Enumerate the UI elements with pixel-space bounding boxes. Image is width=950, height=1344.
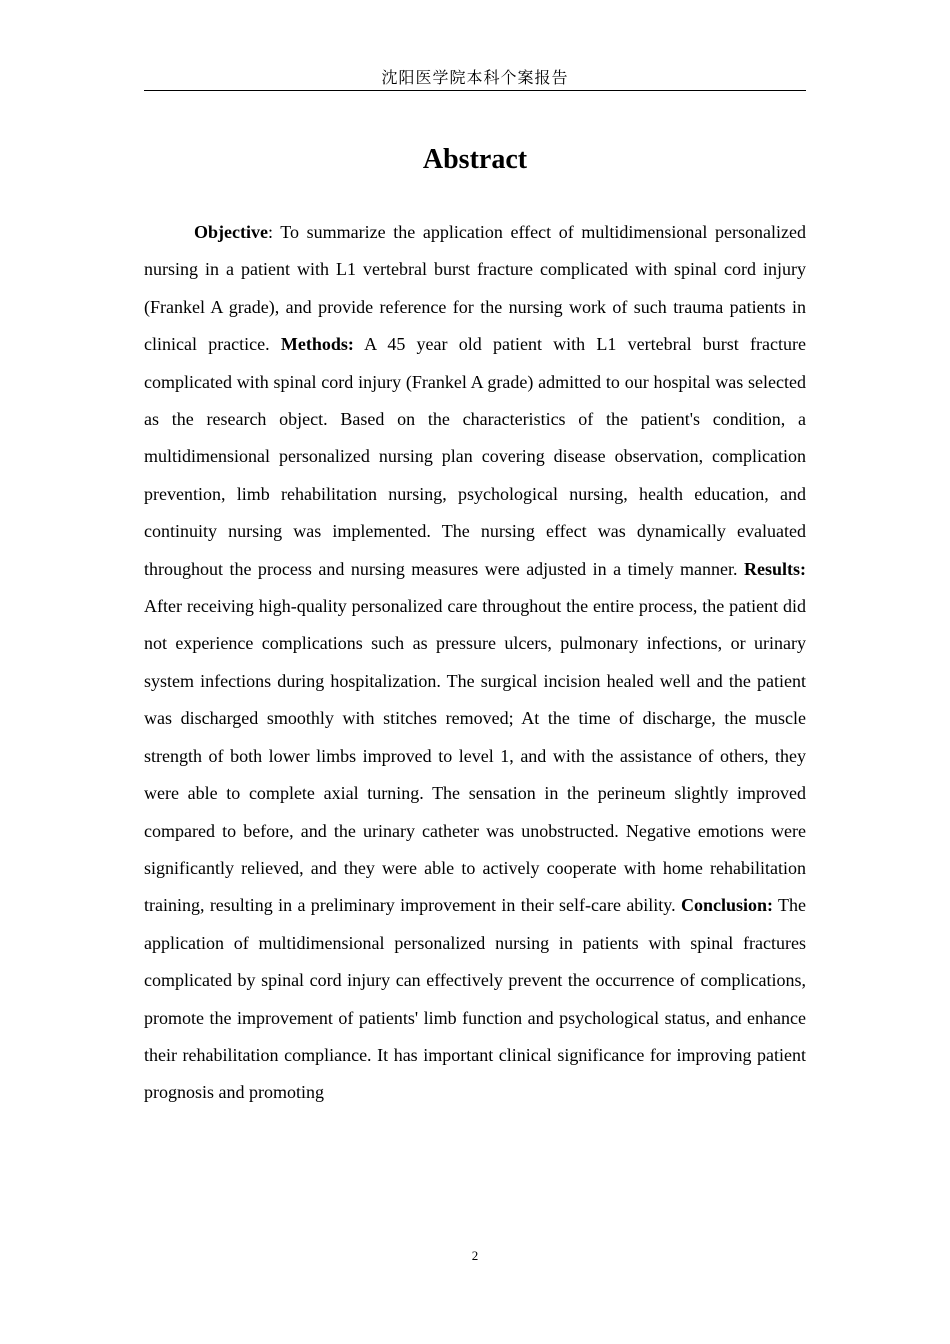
methods-text: A 45 year old patient with L1 vertebral burst fracture complicated with spinal cord injury (Frankel A grade) admitted to our hospital was selected as the research object. Based on the characteristics of the patient's condition, a multidimensional personalized nursing plan covering disease observation, complication prevention, limb rehabilitation nursing, psychological nursing, health education, and continuity nursing was implemented. The nursing effect was dynamically evaluated throughout the process and nursing measures were adjusted in a timely manner. (144, 334, 806, 579)
results-text: After receiving high-quality personalized care throughout the entire process, the patient did not experience complications such as pressure ulcers, pulmonary infections, or urinary system infections during hospitalization. The surgical incision healed well and the patient was discharged smoothly with stitches removed; At the time of discharge, the muscle strength of both lower limbs improved to level 1, and with the assistance of others, they were able to complete axial turning. The sensation in the perineum slightly improved compared to before, and the urinary catheter was unobstructed. Negative emotions were significantly relieved, and they were able to actively cooperate with home rehabilitation training, resulting in a preliminary improvement in their self-care ability. (144, 596, 806, 916)
page-number: 2 (471, 1248, 479, 1263)
objective-text: : To summarize the application effect of multidimensional personalized nursing in a patient with L1 vertebral burst fracture complicated with spinal cord injury (Frankel A grade), and provide reference for the nursing work of such trauma patients in clinical practice. (144, 222, 806, 355)
abstract-paragraph (144, 214, 806, 1112)
results-label: Results: (744, 558, 806, 579)
header-divider (144, 90, 806, 91)
running-header: 沈阳医学院本科个案报告 (381, 68, 569, 87)
page-title: Abstract (422, 144, 528, 175)
conclusion-text: The application of multidimensional personalized nursing in patients with spinal fractures complicated by spinal cord injury can effectively prevent the occurrence of complications, promote the improvement of patients' limb function and psychological status, and enhance their rehabilitation compliance. It has important clinical significance for improving patient prognosis and promoting (144, 895, 806, 1103)
conclusion-label: Conclusion: (680, 895, 773, 916)
objective-label: Objective (194, 222, 268, 242)
methods-label: Methods: (280, 334, 354, 355)
